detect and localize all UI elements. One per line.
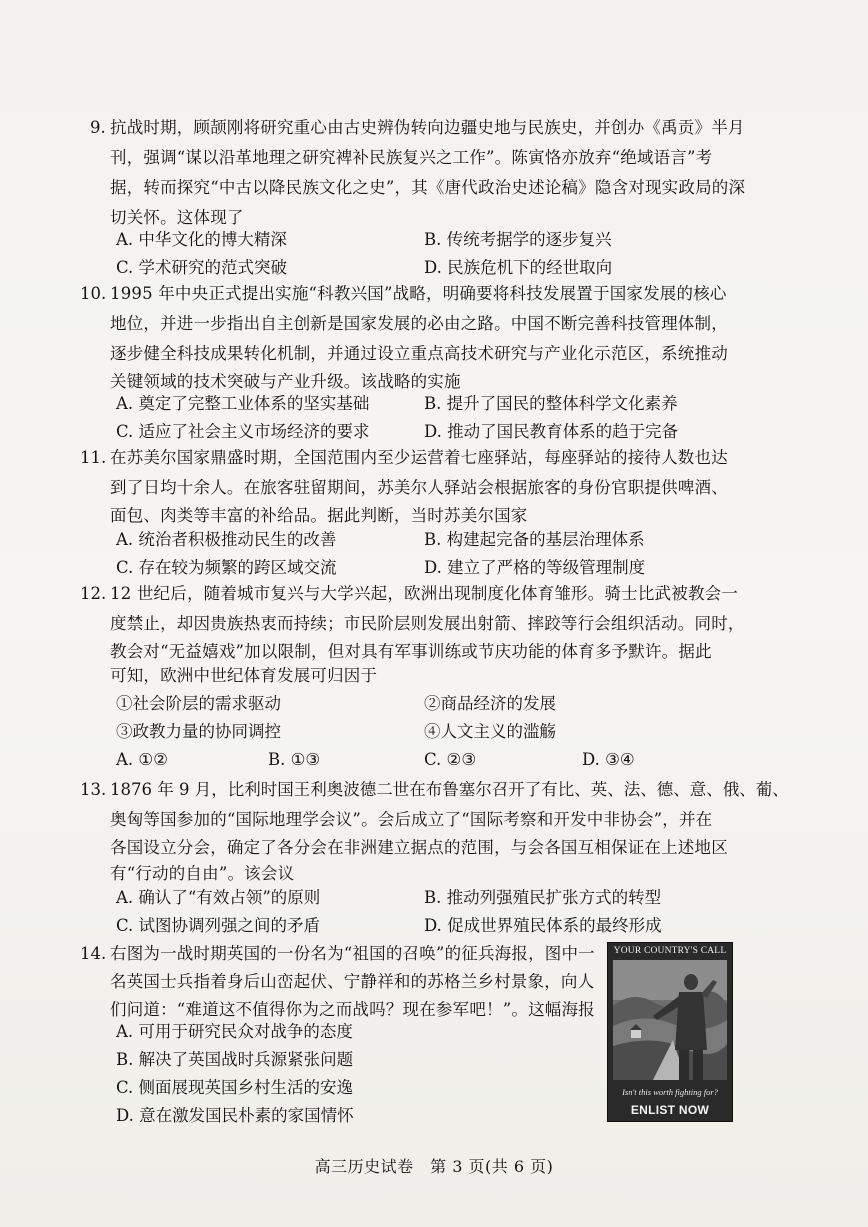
option-a: A. ①② <box>116 750 168 769</box>
option-a: A. 中华文化的博大精深 <box>116 230 287 249</box>
statement-2: ②商品经济的发展 <box>424 694 556 713</box>
page-footer: 高三历史试卷 第 3 页(共 6 页) <box>314 1157 554 1176</box>
question-text-line: 地位，并进一步指出自主创新是国家发展的必由之路。中国不断完善科技管理体制， <box>110 314 728 333</box>
question-text-line: 据，转而探究“中古以降民族文化之史”，其《唐代政治史述论稿》隐含对现实政局的深 <box>110 178 746 197</box>
statement-3: ③政教力量的协同调控 <box>116 722 281 741</box>
option-c: C. 学术研究的范式突破 <box>116 258 288 277</box>
question-number: 12. <box>80 584 107 603</box>
option-c: C. 适应了社会主义市场经济的要求 <box>116 422 370 441</box>
question-text-line: 右图为一战时期英国的一份名为“祖国的召唤”的征兵海报，图中一 <box>110 944 595 963</box>
option-d: D. 意在激发国民朴素的家国情怀 <box>116 1106 354 1125</box>
option-b: B. 提升了国民的整体科学文化素养 <box>424 394 678 413</box>
statement-4: ④人文主义的滥觞 <box>424 722 556 741</box>
question-text-line: 奥匈等国参加的“国际地理学会议”。会后成立了“国际考察和开发中非协会”，并在 <box>110 810 713 829</box>
question-text-line: 各国设立分会，确定了各分会在非洲建立据点的范围，与会各国互相保证在上述地区 <box>110 838 728 857</box>
question-text-line: 度禁止，却因贵族热衷而持续；市民阶层则发展出射箭、摔跤等行会组织活动。同时， <box>110 614 745 633</box>
option-c: C. 侧面展现英国乡村生活的安逸 <box>116 1078 354 1097</box>
question-text-line: 名英国士兵指着身后山峦起伏、宁静祥和的苏格兰乡村景象，向人 <box>110 972 595 991</box>
question-number: 9. <box>90 118 106 137</box>
statement-1: ①社会阶层的需求驱动 <box>116 694 281 713</box>
option-d: D. 推动了国民教育体系的趋于完备 <box>424 422 679 441</box>
option-c: C. 存在较为频繁的跨区域交流 <box>116 558 337 577</box>
option-a: A. 可用于研究民众对战争的态度 <box>116 1022 353 1041</box>
option-b: B. 构建起完备的基层治理体系 <box>424 530 645 549</box>
poster-tagline: Isn't this worth fighting for? <box>622 1087 718 1097</box>
question-text-line: 逐步健全科技成果转化机制，并通过设立重点高技术研究与产业化示范区，系统推动 <box>110 344 728 363</box>
question-text-line: 关键领域的技术突破与产业升级。该战略的实施 <box>110 372 461 391</box>
option-d: D. ③④ <box>582 750 635 769</box>
question-text-line: 12 世纪后，随着城市复兴与大学兴起，欧洲出现制度化体育雏形。骑士比武被教会一 <box>110 584 739 603</box>
option-d: D. 建立了严格的等级管理制度 <box>424 558 646 577</box>
question-text-line: 们问道：“难道这不值得你为之而战吗？现在参军吧！”。这幅海报 <box>110 1000 595 1019</box>
poster-title: YOUR COUNTRY'S CALL <box>613 946 727 956</box>
poster-enlist-text: ENLIST NOW <box>630 1103 710 1117</box>
option-c: C. ②③ <box>424 750 477 769</box>
question-text-line: 面包、肉类等丰富的补给品。据此判断，当时苏美尔国家 <box>110 506 528 525</box>
option-a: A. 统治者积极推动民生的改善 <box>116 530 337 549</box>
question-text-line: 1876 年 9 月，比利时国王利奥波德二世在布鲁塞尔召开了有比、英、法、德、意、俄、葡、 <box>110 780 789 799</box>
question-number: 14. <box>80 944 107 963</box>
question-text-line: 到了日均十余人。在旅客驻留期间，苏美尔人驿站会根据旅客的身份官职提供啤酒、 <box>110 478 728 497</box>
option-d: D. 民族危机下的经世取向 <box>424 258 613 277</box>
option-a: A. 奠定了完整工业体系的坚实基础 <box>116 394 370 413</box>
option-b: B. 推动列强殖民扩张方式的转型 <box>424 888 662 907</box>
question-text-line: 教会对“无益嬉戏”加以限制，但对具有军事训练或节庆功能的体育多予默许。据此 <box>110 642 712 661</box>
soldier-landscape-illustration <box>613 960 727 1080</box>
option-d: D. 促成世界殖民体系的最终形成 <box>424 916 662 935</box>
question-number: 10. <box>80 284 107 303</box>
option-c: C. 试图协调列强之间的矛盾 <box>116 916 321 935</box>
question-number: 11. <box>80 448 107 467</box>
option-b: B. 解决了英国战时兵源紧张问题 <box>116 1050 354 1069</box>
option-b: B. ①③ <box>268 750 321 769</box>
option-a: A. 确认了“有效占领”的原则 <box>116 888 321 907</box>
option-b: B. 传统考据学的逐步复兴 <box>424 230 612 249</box>
recruitment-poster-image <box>607 942 733 1122</box>
question-number: 13. <box>80 780 107 799</box>
question-text-line: 切关怀。这体现了 <box>110 208 244 227</box>
question-text-line: 有“行动的自由”。该会议 <box>110 864 295 883</box>
question-text-line: 1995 年中央正式提出实施“科教兴国”战略，明确要将科技发展置于国家发展的核心 <box>110 284 727 303</box>
question-text-line: 在苏美尔国家鼎盛时期，全国范围内至少运营着七座驿站，每座驿站的接待人数也达 <box>110 448 728 467</box>
question-text-line: 可知，欧洲中世纪体育发展可归因于 <box>110 666 378 685</box>
question-text-line: 抗战时期，顾颉刚将研究重心由古史辨伪转向边疆史地与民族史，并创办《禹贡》半月 <box>110 118 745 137</box>
question-text-line: 刊，强调“谋以沿革地理之研究裨补民族复兴之工作”。陈寅恪亦放弃“绝域语言”考 <box>110 148 713 167</box>
